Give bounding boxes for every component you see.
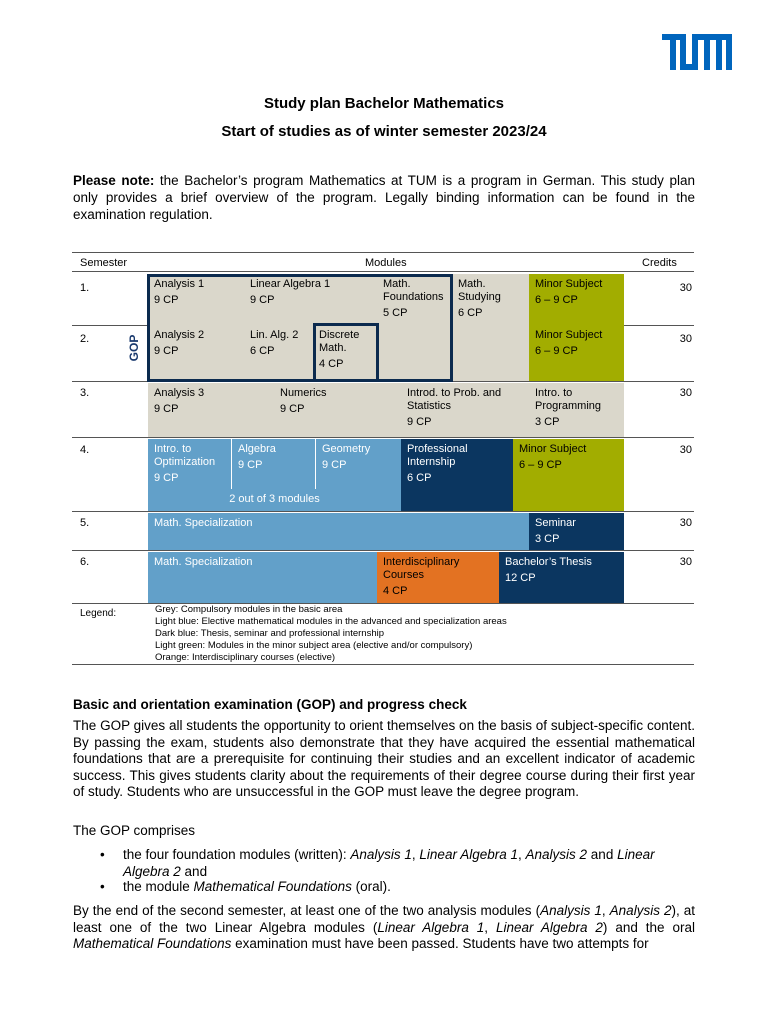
module-analysis-3	[148, 383, 274, 437]
module-cp: 4 CP	[319, 358, 344, 370]
page-subtitle: Start of studies as of winter semester 2023/24	[221, 123, 547, 140]
bullet-item: the module Mathematical Foundations (oral).	[123, 879, 391, 894]
module-name: Discrete Math.	[319, 329, 360, 354]
semester-number: 3.	[80, 387, 90, 399]
module-bachelors-thesis	[499, 552, 624, 603]
table-bottom-border	[72, 664, 694, 665]
module-name: Professional Internship	[407, 443, 468, 468]
note-text: the Bachelor’s program Mathematics at TUM is a program in German. This study plan only provides a brief overview of the program. Legally binding information can be found in the examination regulation.	[73, 173, 696, 222]
gop-comprises: The GOP comprises	[73, 823, 196, 838]
semester-credits: 30	[679, 282, 692, 294]
module-name: Analysis 1	[154, 278, 205, 290]
header-credits: Credits	[642, 257, 677, 269]
semester-credits: 30	[679, 444, 692, 456]
module-cp: 5 CP	[383, 307, 408, 319]
module-name: Introd. to Prob. and Statistics	[407, 387, 502, 412]
legend-item: Light blue: Elective mathematical modules in the advanced and specialization areas	[155, 616, 507, 627]
module-name: Math. Specialization	[154, 556, 253, 568]
module-name: Analysis 3	[154, 387, 205, 399]
module-minor-subject	[529, 274, 624, 325]
module-cp: 6 – 9 CP	[535, 345, 578, 357]
semester-credits: 30	[679, 333, 692, 345]
table-header-divider	[72, 271, 694, 272]
module-name: Minor Subject	[519, 443, 587, 455]
module-intro-programming	[529, 383, 624, 437]
module-math-specialization	[148, 552, 377, 603]
gop-label: GOP	[127, 334, 141, 362]
module-minor-subject	[513, 439, 624, 511]
module-cp: 3 CP	[535, 533, 560, 545]
elective-group-note: 2 out of 3 modules	[229, 493, 320, 505]
module-minor-subject	[529, 325, 624, 381]
module-cp: 12 CP	[505, 572, 536, 584]
module-intro-optimization	[148, 439, 232, 489]
semester-number: 2.	[80, 333, 90, 345]
bullet-dot: •	[100, 879, 105, 894]
note-paragraph	[73, 172, 695, 223]
module-name: Seminar	[535, 517, 576, 529]
module-name: Intro. to Programming	[535, 387, 602, 412]
gop-frame-left	[147, 323, 316, 382]
legend-item: Light green: Modules in the minor subject area (elective and/or compulsory)	[155, 640, 473, 651]
module-name: Math. Foundations	[383, 278, 444, 303]
bullet-item: the four foundation modules (written): Analysis 1, Linear Algebra 1, Analysis 2 and Linear Algebra 2 and	[123, 847, 655, 879]
legend-item: Orange: Interdisciplinary courses (elective)	[155, 652, 336, 663]
section-heading: Basic and orientation examination (GOP) and progress check	[73, 697, 467, 712]
semester-credits: 30	[679, 387, 692, 399]
note-label: Please note:	[73, 173, 155, 188]
header-semester: Semester	[80, 257, 128, 269]
module-cp: 6 – 9 CP	[519, 459, 562, 471]
row-divider	[624, 325, 694, 326]
module-name: Intro. to Optimization	[154, 443, 216, 468]
module-cp: 9 CP	[238, 459, 263, 471]
row-divider	[72, 325, 148, 326]
module-cp: 9 CP	[280, 403, 305, 415]
legend-label: Legend:	[80, 608, 117, 619]
row-divider	[72, 511, 694, 512]
module-cp: 9 CP	[154, 345, 179, 357]
gop-frame-right	[376, 323, 453, 382]
legend-item: Dark blue: Thesis, seminar and professional internship	[155, 628, 384, 639]
module-name: Geometry	[322, 443, 371, 455]
module-prob-statistics	[401, 383, 529, 437]
module-cp: 6 CP	[458, 307, 483, 319]
row-divider	[72, 550, 694, 551]
module-seminar	[529, 513, 624, 550]
header-modules: Modules	[365, 257, 407, 269]
module-cp: 9 CP	[154, 294, 179, 306]
module-cp: 6 CP	[407, 472, 432, 484]
gop-frame-discrete	[313, 323, 379, 382]
module-cp: 9 CP	[154, 472, 179, 484]
semester-number: 4.	[80, 444, 90, 456]
module-name: Lin. Alg. 2	[250, 329, 299, 341]
module-cp: 6 CP	[250, 345, 275, 357]
module-name: Linear Algebra 1	[250, 278, 331, 290]
gop-deadline-paragraph: By the end of the second semester, at least one of the two analysis modules (Analysis 1, Analysis 2), at least one of the two Linear Algebra modules (Linear Algebra 1, Linear Algebra 2) and the oral Mathematical Foundations examination must have been passed. Students have two attempts for	[73, 903, 696, 951]
legend-item: Grey: Compulsory modules in the basic area	[155, 604, 343, 615]
page-title: Study plan Bachelor Mathematics	[263, 95, 505, 112]
module-cp: 9 CP	[407, 416, 432, 428]
module-cp: 9 CP	[250, 294, 275, 306]
module-cp: 4 CP	[383, 585, 408, 597]
module-name: Interdisciplinary Courses	[383, 556, 460, 581]
module-name: Bachelor’s Thesis	[505, 556, 592, 568]
semester-credits: 30	[679, 556, 692, 568]
module-name: Minor Subject	[535, 278, 603, 290]
module-name: Math. Specialization	[154, 517, 253, 529]
semester-number: 5.	[80, 517, 90, 529]
module-cp: 6 – 9 CP	[535, 294, 578, 306]
module-interdisciplinary-courses	[377, 552, 499, 603]
module-math-specialization	[148, 513, 529, 550]
module-cp: 3 CP	[535, 416, 560, 428]
table-top-border	[72, 252, 694, 253]
semester-number: 6.	[80, 556, 90, 568]
module-professional-internship	[401, 439, 513, 511]
module-name: Analysis 2	[154, 329, 205, 341]
tum-logo	[662, 34, 732, 70]
module-cp: 9 CP	[322, 459, 347, 471]
module-name: Minor Subject	[535, 329, 603, 341]
row-divider	[72, 437, 694, 438]
module-numerics	[274, 383, 401, 437]
module-geometry	[316, 439, 401, 489]
semester-credits: 30	[679, 517, 692, 529]
module-name: Numerics	[280, 387, 327, 399]
module-name: Algebra	[238, 443, 276, 455]
module-name: Math. Studying	[458, 278, 501, 303]
gop-paragraph: The GOP gives all students the opportunity to orient themselves on the basis of subject-specific content. By passing the exam, students also demonstrate that they have acquired the essential mathematical foundations that are a prerequisite for continuing their studies and an excellent indicator of academic success. This gives students clarity about the requirements of their degree course during their first year of study. Students who are unsuccessful in the GOP must leave the degree program.	[73, 718, 695, 799]
module-algebra	[232, 439, 316, 489]
semester-number: 1.	[80, 282, 90, 294]
module-cp: 9 CP	[154, 403, 179, 415]
module-math-studying	[452, 274, 529, 381]
gop-frame-top	[147, 274, 453, 326]
bullet-dot: •	[100, 847, 105, 862]
